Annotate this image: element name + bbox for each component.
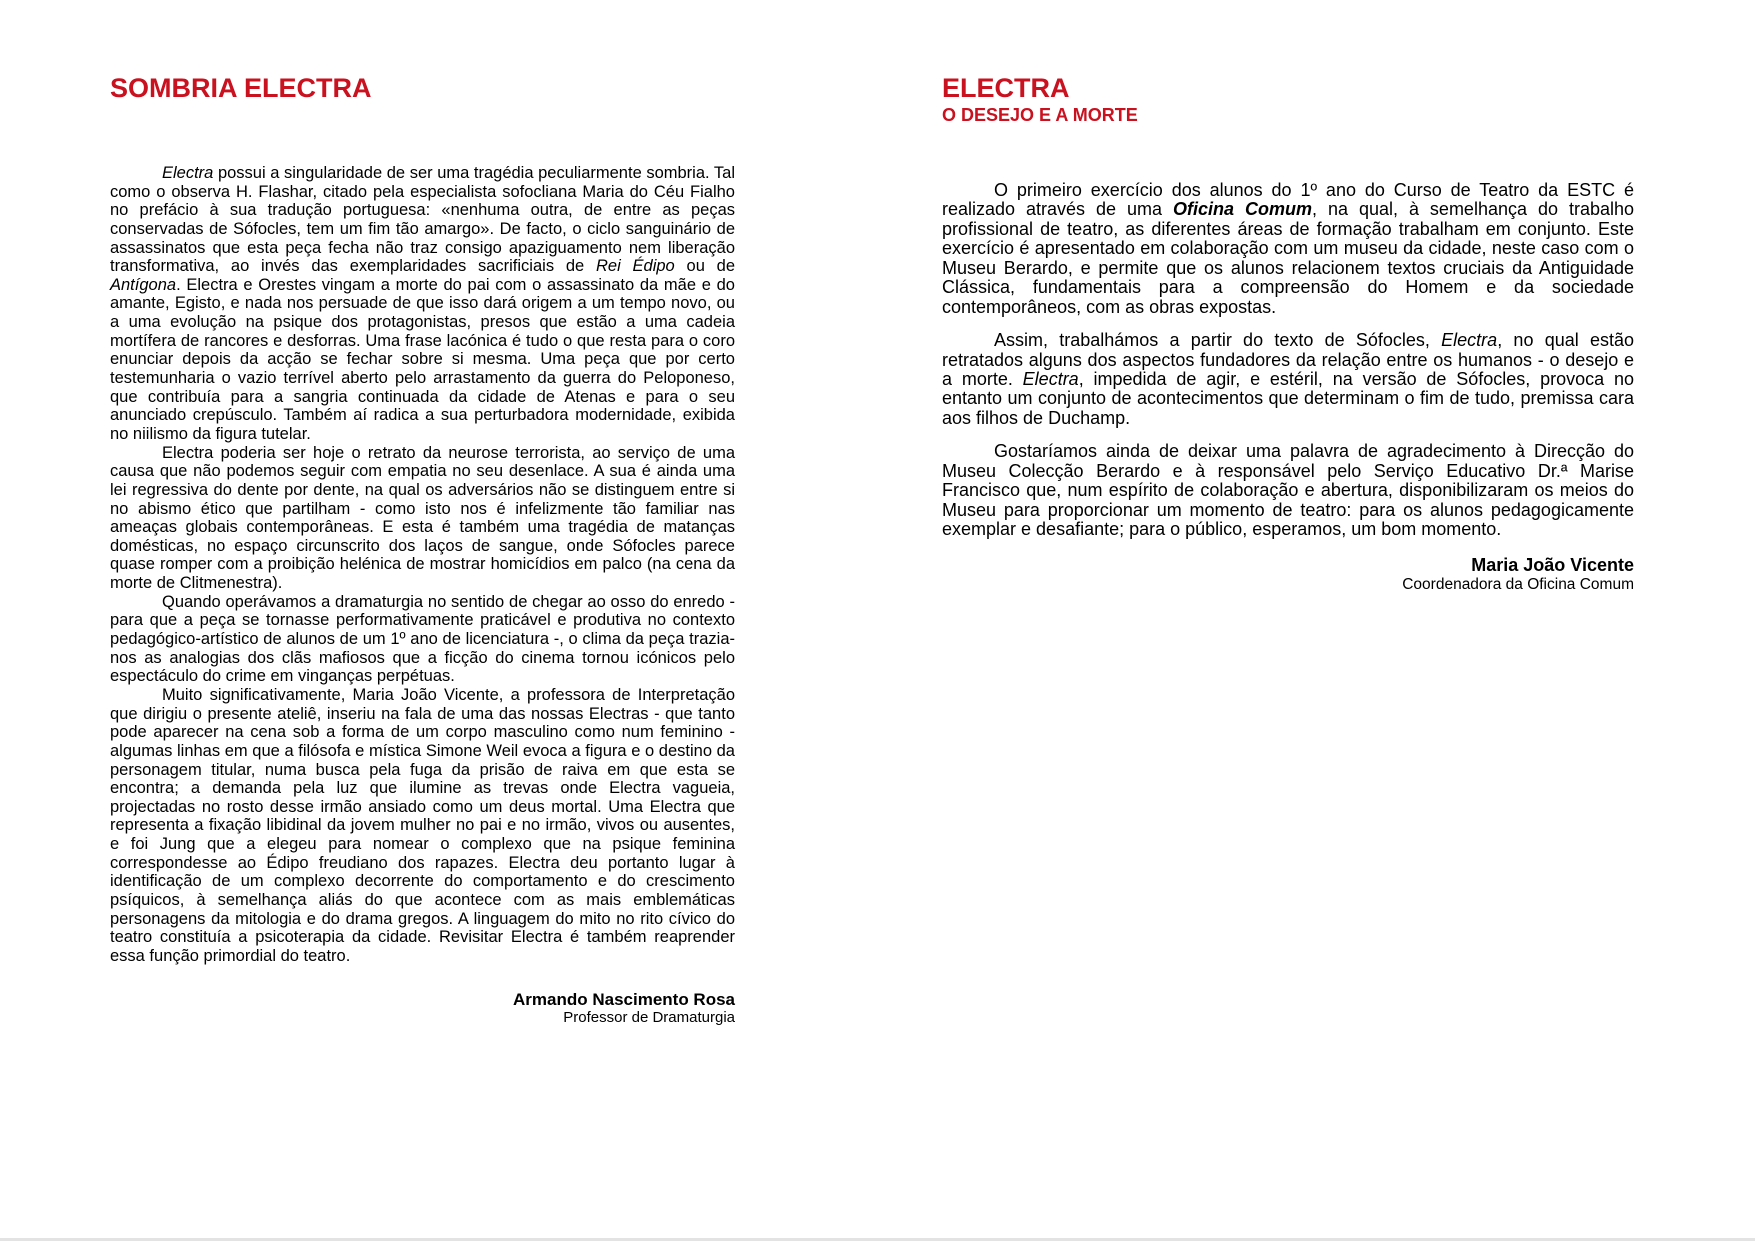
paragraph bbox=[110, 686, 735, 966]
body-text: , no qual estão retratados alguns dos aspectos fundadores da relação entre os humanos - o desejo e a morte. bbox=[942, 330, 1635, 389]
body-text: possui a singularidade de ser uma tragédia peculiarmente sombria. Tal como o observa H. Flashar, citado pela especialista sofocliana Maria do Céu Fialho no prefácio à sua tradução portuguesa: «nenhuma outra, de entre as peças conservadas de Sófocles, tem um fim tão amargo». De facto, o ciclo sanguinário de assassinatos que esta peça fecha não traz consigo apaziguamento nem liberação transformativa, ao invés das exemplaridades sacrificiais de bbox=[110, 164, 735, 276]
paragraph bbox=[110, 593, 735, 686]
body-text: Gostaríamos ainda de deixar uma palavra de agradecimento à Direcção do Museu Colecção Berardo e à responsável pelo Serviço Educativo Dr.ª Marise Francisco que, num espírito de colaboração e abertura, disponibilizaram os meios do Museu para proporcionar um momento de teatro: para os alunos pedagogicamente exemplar e desafiante; para o público, esperamos, um bom momento. bbox=[942, 441, 1634, 539]
right-page-body bbox=[942, 181, 1634, 539]
author-name: Maria João Vicente bbox=[1471, 555, 1634, 576]
author-role: Coordenadora da Oficina Comum bbox=[1402, 575, 1634, 593]
right-page-title: ELECTRA bbox=[942, 73, 1070, 103]
right-page-signature bbox=[942, 555, 1634, 593]
body-text: Quando operávamos a dramaturgia no sentido de chegar ao osso do enredo - para que a peça se tornasse performativamente praticável e produtiva no contexto pedagógico-artístico de alunos de um 1º ano de licenciatura -, o clima da peça trazia-nos as analogias dos clãs mafiosos que a ficção do cinema tornou icónicos pelo espectáculo do crime em vinganças perpétuas. bbox=[110, 592, 735, 686]
emphasized-text: Electra bbox=[162, 164, 214, 182]
left-page-title: SOMBRIA ELECTRA bbox=[110, 73, 372, 103]
body-text: Muito significativamente, Maria João Vicente, a professora de Interpretação que dirigiu o presente ateliê, inseriu na fala de uma das nossas Electras - que tanto pode aparecer na cena sob a forma de um corpo masculino como num feminino - algumas linhas em que a filósofa e mística Simone Weil evoca a figura e o destino da personagem titular, numa busca pela fuga da prisão de raiva em que esta se encontra; a demanda pela luz que ilumine as trevas onde Electra vagueia, projectadas no rosto desse irmão ansiado como um deus mortal. Uma Electra que representa a fixação libidinal da jovem mulher no pai e no irmão, vivos ou ausentes, e foi Jung que a elegeu para nomear o complexo que na psique feminina correspondesse ao Édipo freudiano dos rapazes. Electra deu portanto lugar à identificação de um complexo decorrente do comportamento e do crescimento psíquicos, à semelhança aliás do que acontece com as mais emblemáticas personagens da mitologia e do drama gregos. A linguagem do mito no rito cívico do teatro constituía a psicoterapia da cidade. Revisitar Electra é também reaprender essa função primordial do teatro. bbox=[110, 685, 735, 965]
paragraph bbox=[942, 331, 1634, 428]
left-page-body bbox=[110, 164, 735, 966]
body-text: O primeiro exercício dos alunos do 1º ano do Curso de Teatro da ESTC é realizado através de uma bbox=[942, 180, 1634, 220]
right-page-subtitle: O DESEJO E A MORTE bbox=[942, 105, 1138, 125]
paragraph bbox=[110, 164, 735, 444]
body-text: , na qual, à semelhança do trabalho profissional de teatro, as diferentes áreas de formação trabalham em conjunto. Este exercício é apresentado em colaboração com um museu da cidade, neste caso com o Museu Berardo, e permite que os alunos relacionem textos cruciais da Antiguidade Clássica, fundamentais para a compreensão do Homem e da sociedade contemporâneos, com as obras expostas. bbox=[942, 199, 1634, 317]
right-page bbox=[942, 75, 1634, 593]
left-page-signature bbox=[110, 990, 735, 1026]
emphasized-text: Rei Édipo bbox=[595, 257, 675, 276]
emphasized-text: Oficina Comum bbox=[1173, 199, 1312, 220]
body-text: Assim, trabalhámos a partir do texto de Sófocles, bbox=[994, 330, 1442, 351]
emphasized-text: Antígona bbox=[110, 275, 177, 294]
emphasized-text: Electra bbox=[1022, 368, 1079, 389]
author-role: Professor de Dramaturgia bbox=[563, 1008, 735, 1026]
paragraph bbox=[942, 442, 1634, 539]
left-page bbox=[110, 75, 735, 1026]
body-text: . Electra e Orestes vingam a morte do pai com o assassinato da mãe e do amante, Egisto, e nada nos persuade de que isso dará origem a um tempo novo, ou a uma evolução na psique dos protagonistas, presos que estão a uma cadeia mortífera de rancores e desforras. Uma frase lacónica é tudo o que resta para o coro enunciar depois da acção se fechar sobre si mesma. Uma peça que por certo testemunharia o vazio terrível aberto pelo arrastamento da guerra do Peloponeso, que contribuía para a sangria continuada da cidade de Atenas e para o seu anunciado crepúsculo. Também aí radica a sua perturbadora modernidade, exibida no niilismo da figura tutelar. bbox=[110, 275, 735, 443]
author-name: Armando Nascimento Rosa bbox=[513, 989, 735, 1009]
body-text: Electra poderia ser hoje o retrato da neurose terrorista, ao serviço de uma causa que não podemos seguir com empatia no seu desenlace. A sua é ainda uma lei regressiva do dente por dente, na qual os adversários não se distinguem entre si no abismo ético que partilham - como isto nos é infelizmente tão familiar nas ameaças globais contemporâneas. E esta é também uma tragédia de matanças domésticas, no espaço circunscrito dos laços de sangue, onde Sófocles parece quase romper com a proibição helénica de mostrar homicídios em palco (na cena da morte de Clitmenestra). bbox=[110, 443, 735, 593]
body-text: ou de bbox=[674, 257, 735, 276]
paragraph bbox=[942, 181, 1634, 317]
emphasized-text: Electra bbox=[1441, 330, 1498, 351]
body-text: , impedida de agir, e estéril, na versão de Sófocles, provoca no entanto um conjunto de acontecimentos que determinam o fim de tudo, premissa cara aos filhos de Duchamp. bbox=[942, 368, 1635, 428]
paragraph bbox=[110, 444, 735, 593]
